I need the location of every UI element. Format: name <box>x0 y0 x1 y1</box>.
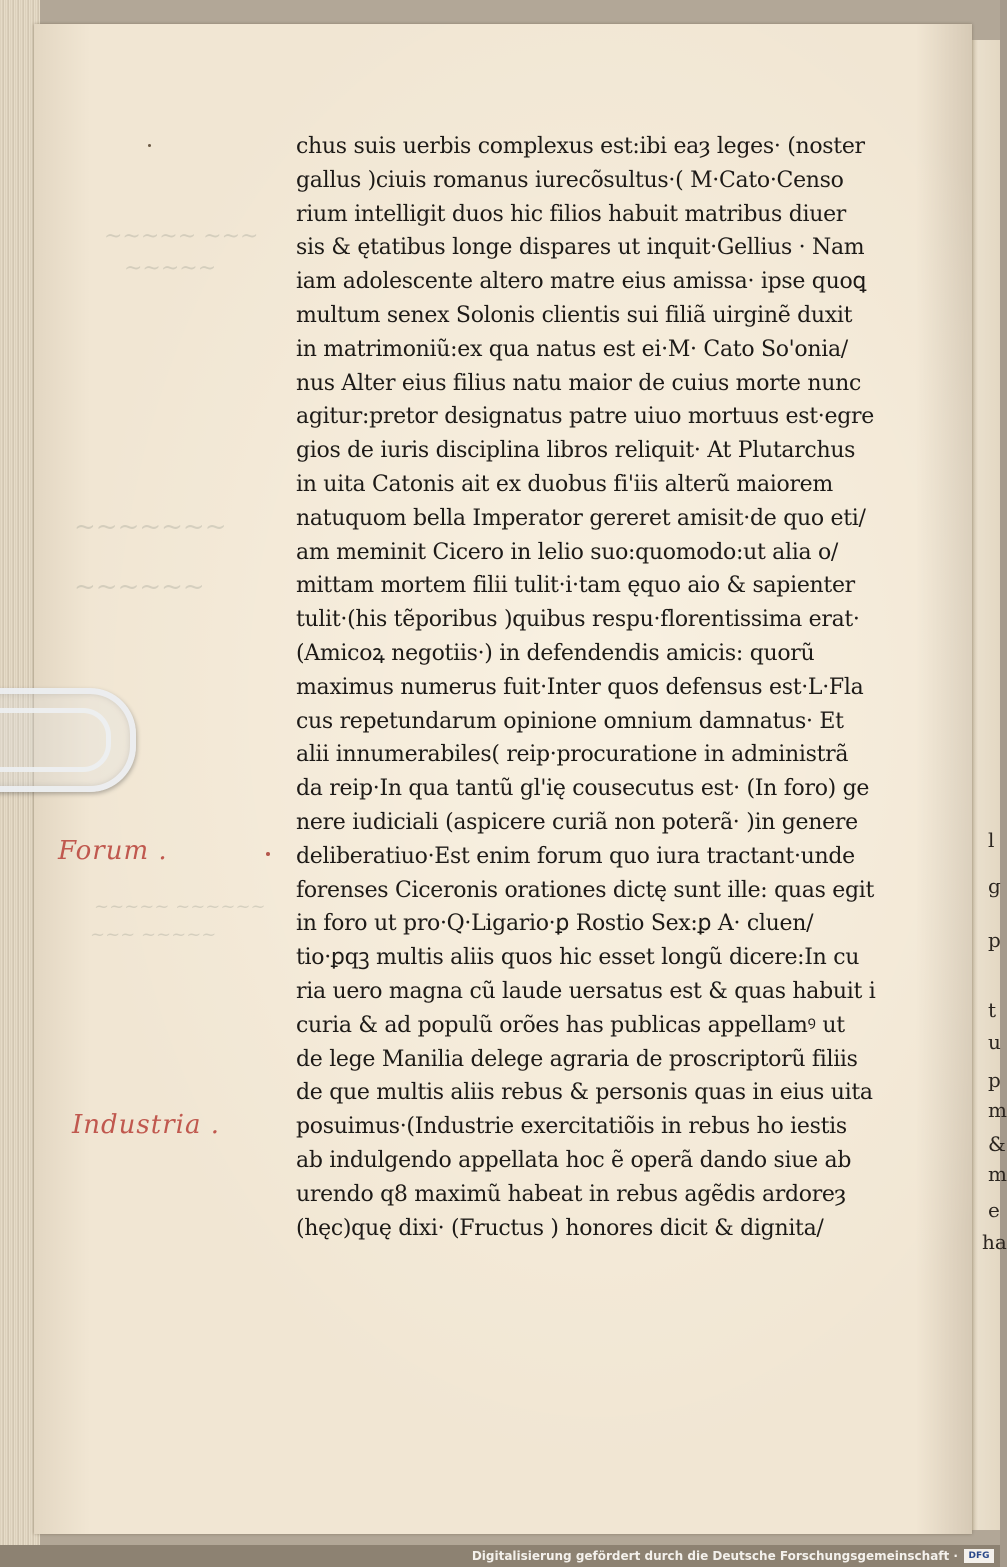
paper-clip-inner-loop <box>0 708 111 772</box>
right-page-glyph: m <box>988 1162 1007 1186</box>
offset-ghost-note: ~~~~~ ~~~ <box>104 224 259 249</box>
text-line: nus Alter eius filius natu maior de cuius morte nunc <box>296 370 861 396</box>
text-line: ria uero magna cũ laude uersatus est & quas habuit i <box>296 978 876 1004</box>
right-page-glyph: ha <box>982 1230 1007 1254</box>
text-line: nere iudiciali (aspicere curiã non poterã· )in genere <box>296 809 858 835</box>
right-page-glyph: p <box>988 1068 1001 1092</box>
text-line: iam adolescente altero matre eius amissa· ipse quoꝗ <box>296 269 867 295</box>
right-page-glyph: t <box>988 998 997 1022</box>
text-line: rium intelligit duos hic filios habuit matribus diuer <box>296 201 847 227</box>
text-line: (Amicoꝝ negotiis·) in defendendis amicis: quorũ <box>296 640 815 666</box>
right-page-glyph: p <box>988 928 1001 952</box>
text-line: de lege Manilia delege agraria de proscriptorũ filiis <box>296 1046 858 1072</box>
text-line: mittam mortem filii tulit·i·tam ęquo aio & sapienter <box>296 573 855 599</box>
right-page-glyph: & <box>988 1132 1006 1156</box>
text-line: da reip·In qua tantũ gl'ię cousecutus est· (In foro) ge <box>296 776 870 802</box>
text-line: deliberatiuo·Est enim forum quo iura tractant·unde <box>296 843 855 869</box>
printed-text-block <box>296 130 936 1245</box>
text-line: posuimus·(Industrie exercitatiõis in rebus ho iestis <box>296 1114 847 1140</box>
text-line: alii innumerabiles( reip·procuratione in administrã <box>296 742 849 768</box>
margin-dot <box>266 852 270 856</box>
text-line: in matrimoniũ:ex qua natus est ei·M· Cato So'onia/ <box>296 336 848 362</box>
text-line: urendo q8 maximũ habeat in rebus agẽdis ardoreȝ <box>296 1181 846 1207</box>
offset-ghost-note: ~~~ ~~~~~ <box>90 924 217 945</box>
offset-ghost-note: ~~~~~ <box>124 256 217 281</box>
text-line: maximus numerus fuit·Inter quos defensus est·L·Fla <box>296 674 864 700</box>
margin-dot <box>148 144 151 147</box>
offset-ghost-note: ~~~~~~~ <box>74 512 227 542</box>
text-line: natuquom bella Imperator gereret amisit·de quo eti/ <box>296 505 866 531</box>
text-line: gios de iuris disciplina libros reliquit· At Plutarchus <box>296 438 856 464</box>
offset-ghost-note: ~~~~~ ~~~~~~ <box>94 896 266 917</box>
text-line: in foro ut pro·Q·Ligario·ꝑ Rostio Sex:ꝑ A· cluen/ <box>296 911 814 937</box>
offset-ghost-note: ~~~~~~ <box>74 572 205 602</box>
text-line: agitur:pretor designatus patre uiuo mortuus est·egre <box>296 404 874 430</box>
dfg-logo: DFG <box>964 1549 994 1563</box>
digitization-credit: Digitalisierung gefördert durch die Deutsche Forschungsgemeinschaft · <box>471 1549 958 1563</box>
text-line: am meminit Cicero in lelio suo:quomodo:ut alia o/ <box>296 539 839 565</box>
right-page-glyph: e <box>988 1198 1000 1222</box>
text-line: multum senex Solonis clientis sui filiã uirginẽ duxit <box>296 302 853 328</box>
right-page-glyph: l <box>988 828 995 852</box>
text-line: de que multis aliis rebus & personis quas in eius uita <box>296 1080 873 1106</box>
text-line: tulit·(his tẽporibus )quibus respu·florentissima erat· <box>296 607 860 633</box>
text-line: (hęc)quę dixi· (Fructus ) honores dicit & dignita/ <box>296 1215 824 1241</box>
text-line: cus repetundarum opinione omnium damnatus· Et <box>296 708 844 734</box>
text-line: in uita Catonis ait ex duobus fi'iis alterũ maiorem <box>296 471 833 497</box>
text-line: gallus )ciuis romanus iurecõsultus·( M·Cato·Censo <box>296 167 844 193</box>
right-page-glyph: g <box>988 874 1001 898</box>
text-line: ab indulgendo appellata hoc ẽ operã dando siue ab <box>296 1147 852 1173</box>
marginal-note-industria: Industria . <box>72 1110 220 1140</box>
right-page-glyph: u <box>988 1030 1001 1054</box>
marginal-note-forum: Forum . <box>58 836 168 866</box>
text-line: chus suis uerbis complexus est:ibi eaȝ leges· (noster <box>296 134 865 159</box>
text-line: curia & ad populũ orões has publicas appellamꝰ ut <box>296 1012 845 1038</box>
text-line: tio·ꝑqꝫ multis aliis quos hic esset longũ dicere:In cu <box>296 945 860 971</box>
right-page-glyph: m <box>988 1098 1007 1122</box>
text-line: sis & ętatibus longe dispares ut inquit·Gellius · Nam <box>296 235 865 261</box>
text-line: forenses Ciceronis orationes dictę sunt ille: quas egit <box>296 877 875 903</box>
